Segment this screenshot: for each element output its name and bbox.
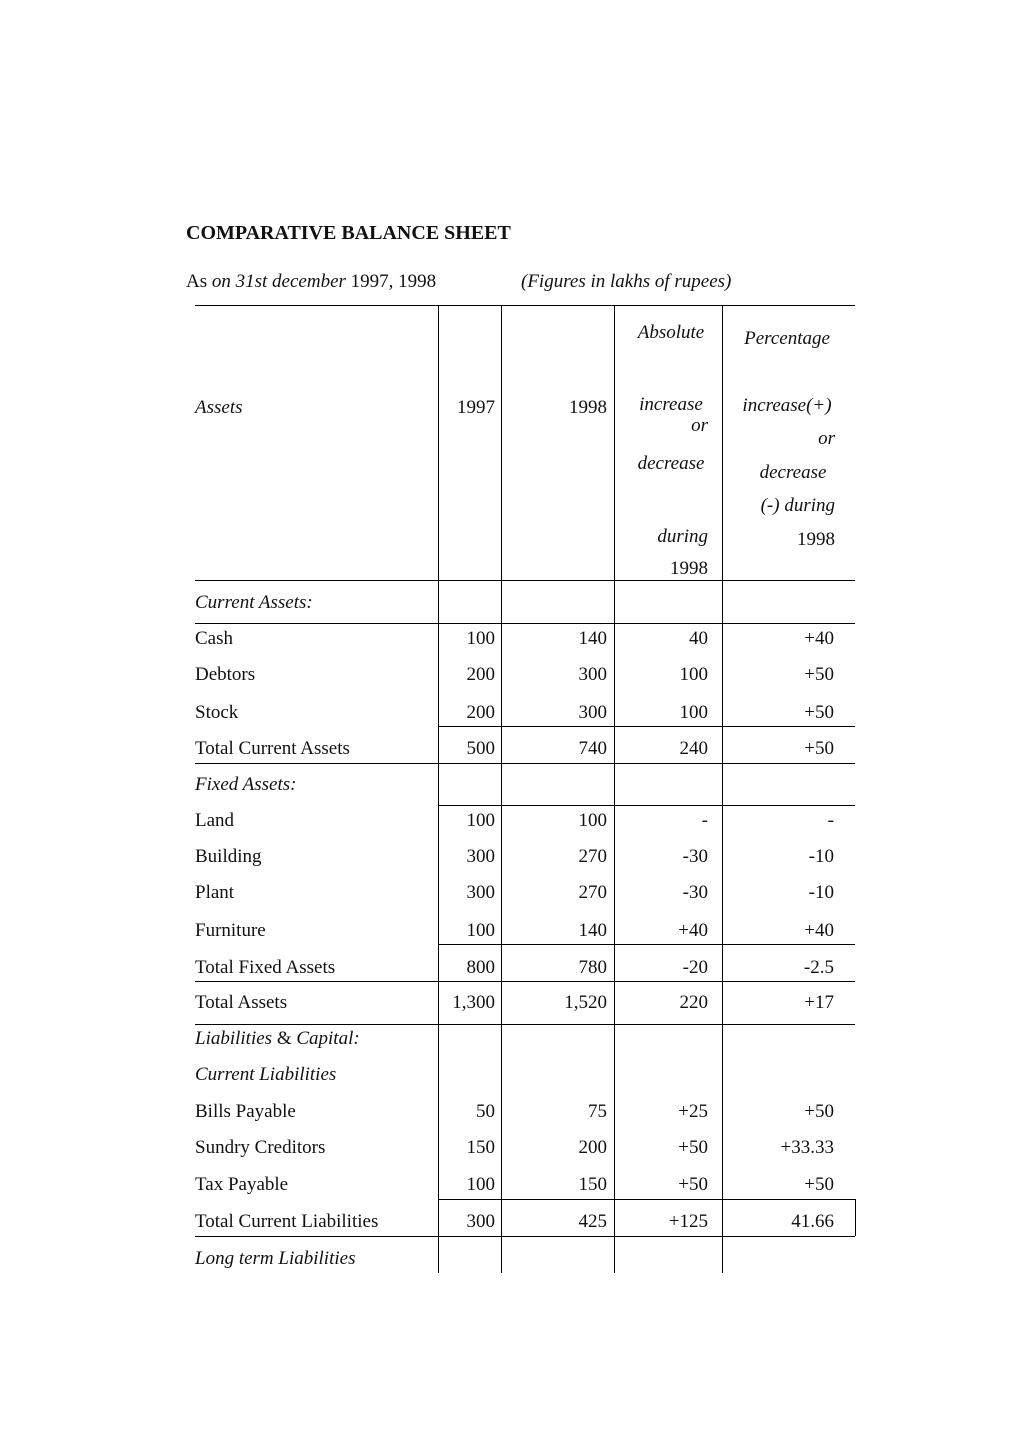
cell-percentage: +50 — [804, 664, 834, 685]
cell-1998: 200 — [578, 1137, 607, 1158]
cell-absolute: - — [701, 810, 708, 831]
row-rule — [195, 1024, 855, 1025]
cell-1998: 740 — [578, 738, 607, 759]
header-absolute-line: during — [657, 526, 708, 547]
row-rule — [438, 1199, 855, 1200]
row-rule — [438, 726, 855, 727]
cell-absolute: +25 — [678, 1101, 708, 1122]
row-rule — [195, 1236, 855, 1237]
row-label: Long term Liabilities — [195, 1248, 356, 1269]
cell-percentage: +50 — [804, 1101, 834, 1122]
header-absolute-line: increase — [639, 394, 703, 415]
cell-1997: 100 — [466, 628, 495, 649]
cell-1997: 1,300 — [452, 992, 495, 1013]
row-label: Bills Payable — [195, 1101, 296, 1122]
row-label: Total Current Assets — [195, 738, 350, 759]
row-rule — [438, 805, 855, 806]
cell-absolute: -30 — [682, 882, 708, 903]
cell-1998: 1,520 — [564, 992, 607, 1013]
cell-1997: 500 — [466, 738, 495, 759]
header-percentage-line: 1998 — [797, 529, 835, 550]
cell-1997: 200 — [466, 702, 495, 723]
header-absolute-line: decrease — [637, 453, 705, 474]
header-percentage-line: (-) during — [760, 495, 835, 516]
cell-1997: 300 — [466, 882, 495, 903]
cell-percentage: +50 — [804, 1174, 834, 1195]
cell-1998: 270 — [578, 846, 607, 867]
as-on-years: 1997, 1998 — [345, 271, 437, 292]
cell-absolute: +50 — [678, 1174, 708, 1195]
cell-1998: 300 — [578, 702, 607, 723]
row-rule — [195, 763, 855, 764]
header-percentage-line: decrease — [759, 462, 827, 483]
cell-1998: 300 — [578, 664, 607, 685]
row-label — [195, 1028, 360, 1050]
cell-percentage: +40 — [804, 920, 834, 941]
cell-1997: 200 — [466, 664, 495, 685]
cell-percentage: +17 — [804, 992, 834, 1013]
cell-absolute: +125 — [668, 1211, 708, 1232]
cell-absolute: -30 — [682, 846, 708, 867]
cell-percentage: -10 — [808, 882, 834, 903]
cell-percentage: - — [827, 810, 834, 831]
cell-percentage: +50 — [804, 738, 834, 759]
cell-1997: 50 — [476, 1101, 495, 1122]
header-absolute-line: or — [691, 415, 708, 436]
cell-percentage: -2.5 — [803, 957, 834, 978]
row-label-part: & — [272, 1028, 297, 1049]
row-rule — [195, 580, 855, 581]
row-label: Building — [195, 846, 262, 867]
row-label: Current Assets: — [195, 592, 313, 613]
cell-1997: 100 — [466, 920, 495, 941]
header-absolute-line: Absolute — [637, 322, 705, 343]
cell-1998: 425 — [578, 1211, 607, 1232]
cell-absolute: 240 — [679, 738, 708, 759]
cell-1998: 150 — [578, 1174, 607, 1195]
figures-note: (Figures in lakhs of rupees) — [521, 271, 732, 292]
cell-1998: 140 — [578, 628, 607, 649]
cell-absolute: 100 — [679, 702, 708, 723]
cell-absolute: +40 — [678, 920, 708, 941]
cell-1998: 140 — [578, 920, 607, 941]
row-label: Cash — [195, 628, 233, 649]
cell-percentage: -10 — [808, 846, 834, 867]
column-rule-right — [855, 1199, 856, 1236]
row-label: Sundry Creditors — [195, 1137, 326, 1158]
header-absolute-line: 1998 — [670, 558, 708, 579]
header-percentage-line: or — [818, 428, 835, 449]
cell-absolute: 100 — [679, 664, 708, 685]
as-on-prefix: As — [186, 271, 212, 292]
row-label: Current Liabilities — [195, 1064, 337, 1085]
cell-percentage: 41.66 — [791, 1211, 834, 1232]
column-rule — [501, 305, 502, 1273]
cell-1998: 100 — [578, 810, 607, 831]
row-label: Tax Payable — [195, 1174, 289, 1195]
cell-1998: 780 — [578, 957, 607, 978]
cell-1998: 270 — [578, 882, 607, 903]
header-1997: 1997 — [457, 397, 495, 418]
as-on-date — [186, 271, 436, 293]
row-label: Debtors — [195, 664, 256, 685]
cell-1997: 300 — [466, 1211, 495, 1232]
row-label: Plant — [195, 882, 235, 903]
cell-absolute: 220 — [679, 992, 708, 1013]
cell-1997: 300 — [466, 846, 495, 867]
row-rule — [195, 623, 855, 624]
document-title: COMPARATIVE BALANCE SHEET — [186, 222, 511, 244]
header-1998: 1998 — [569, 397, 607, 418]
cell-1998: 75 — [588, 1101, 607, 1122]
cell-absolute: +50 — [678, 1137, 708, 1158]
row-label: Total Fixed Assets — [195, 957, 336, 978]
cell-1997: 100 — [466, 1174, 495, 1195]
column-rule — [438, 305, 439, 1273]
row-rule — [195, 981, 855, 982]
cell-percentage: +40 — [804, 628, 834, 649]
row-label-part: Liabilities — [195, 1028, 273, 1049]
as-on-italic: on 31st december — [211, 271, 346, 292]
header-assets: Assets — [195, 397, 243, 418]
cell-1997: 100 — [466, 810, 495, 831]
row-rule — [438, 944, 855, 945]
header-percentage-line: increase(+) — [742, 395, 832, 416]
cell-percentage: +33.33 — [780, 1137, 834, 1158]
cell-1997: 150 — [466, 1137, 495, 1158]
row-label: Land — [195, 810, 235, 831]
cell-percentage: +50 — [804, 702, 834, 723]
row-label: Stock — [195, 702, 239, 723]
row-label: Furniture — [195, 920, 266, 941]
row-label: Fixed Assets: — [195, 774, 297, 795]
cell-absolute: 40 — [689, 628, 708, 649]
column-rule — [722, 305, 723, 1273]
cell-1997: 800 — [466, 957, 495, 978]
column-rule — [614, 305, 615, 1273]
row-label: Total Current Liabilities — [195, 1211, 379, 1232]
row-label: Total Assets — [195, 992, 288, 1013]
table-top-rule — [195, 305, 855, 306]
row-label-part: Capital: — [296, 1028, 360, 1049]
header-percentage-line: Percentage — [744, 328, 830, 349]
cell-absolute: -20 — [682, 957, 708, 978]
